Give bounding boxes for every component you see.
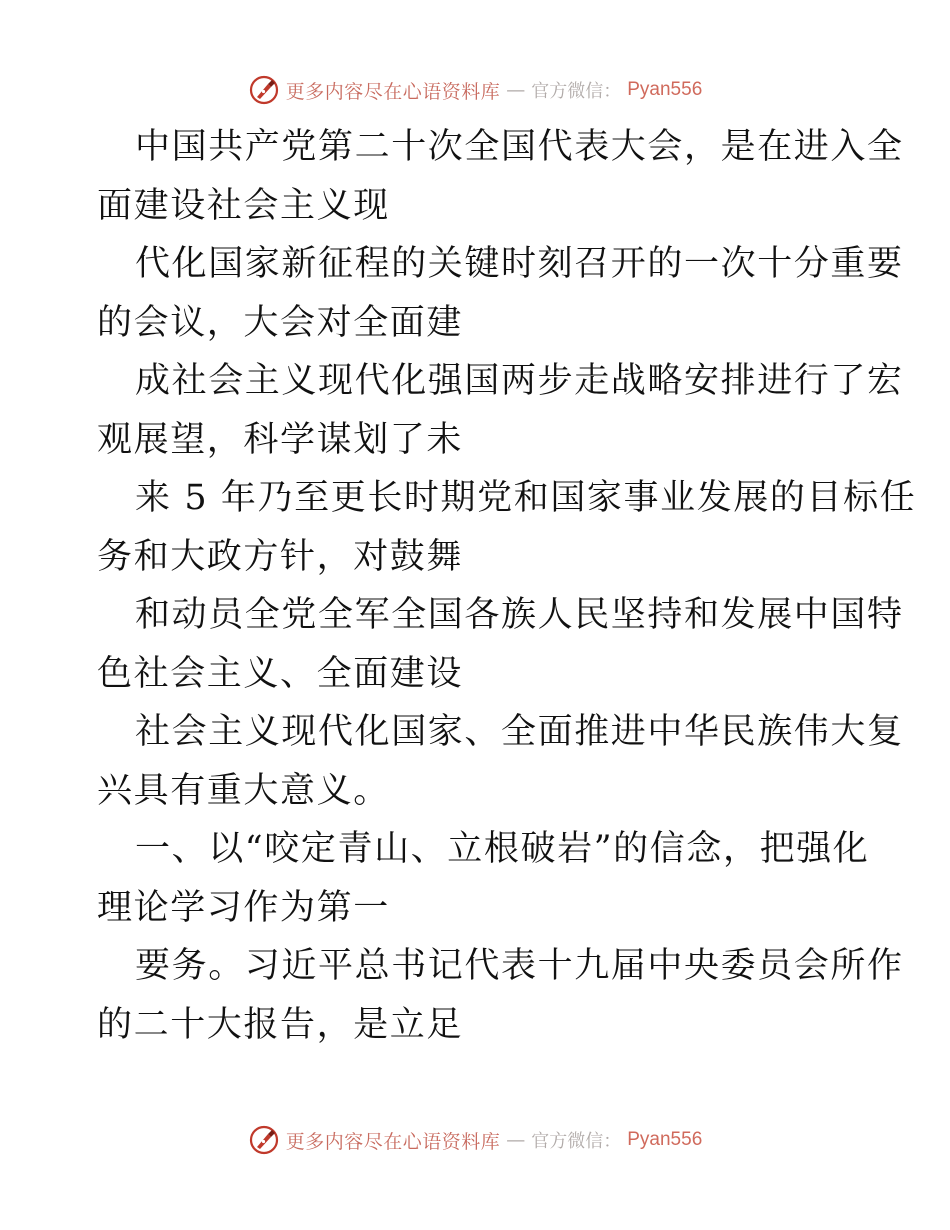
- footer-banner: [0, 1120, 950, 1160]
- banner-site-text: 更多内容尽在心语资料库: [285, 1130, 501, 1153]
- pen-nib-logo-icon: [248, 1124, 280, 1156]
- banner-wechat-id: Pyan556: [627, 1129, 703, 1150]
- body-line: 面建设社会主义现: [97, 185, 390, 226]
- body-line: 和动员全党全军全国各族人民坚持和发展中国特: [135, 595, 904, 635]
- body-line: 的会议，大会对全面建: [97, 302, 464, 343]
- body-line: 一、以“咬定青山、立根破岩”的信念，把强化: [135, 829, 870, 869]
- body-line: 要务。习近平总书记代表十九届中央委员会所作: [135, 946, 904, 986]
- banner-wechat-id: Pyan556: [627, 79, 703, 100]
- pen-nib-logo-icon: [248, 74, 280, 106]
- banner-wechat-label: 官方微信：: [531, 1131, 622, 1152]
- body-line: 代化国家新征程的关键时刻召开的一次十分重要: [135, 244, 904, 284]
- body-line: 成社会主义现代化强国两步走战略安排进行了宏: [135, 361, 904, 401]
- body-line: 社会主义现代化国家、全面推进中华民族伟大复: [135, 712, 904, 752]
- header-banner: [0, 70, 950, 110]
- body-line: 色社会主义、全面建设: [97, 653, 464, 694]
- banner-dash: —: [506, 79, 526, 101]
- body-line: 的二十大报告，是立足: [97, 1004, 464, 1045]
- body-line: 观展望，科学谋划了未: [97, 419, 464, 460]
- document-body: [97, 118, 917, 1054]
- banner-site-text: 更多内容尽在心语资料库: [285, 80, 501, 103]
- body-line: 兴具有重大意义。: [97, 770, 390, 811]
- body-line: 来 5 年乃至更长时期党和国家事业发展的目标任: [135, 478, 917, 518]
- body-line: 中国共产党第二十次全国代表大会，是在进入全: [135, 127, 904, 167]
- body-line: 理论学习作为第一: [97, 887, 390, 928]
- banner-dash: —: [506, 1129, 526, 1151]
- body-line: 务和大政方针，对鼓舞: [97, 536, 464, 577]
- banner-wechat-label: 官方微信：: [531, 81, 622, 102]
